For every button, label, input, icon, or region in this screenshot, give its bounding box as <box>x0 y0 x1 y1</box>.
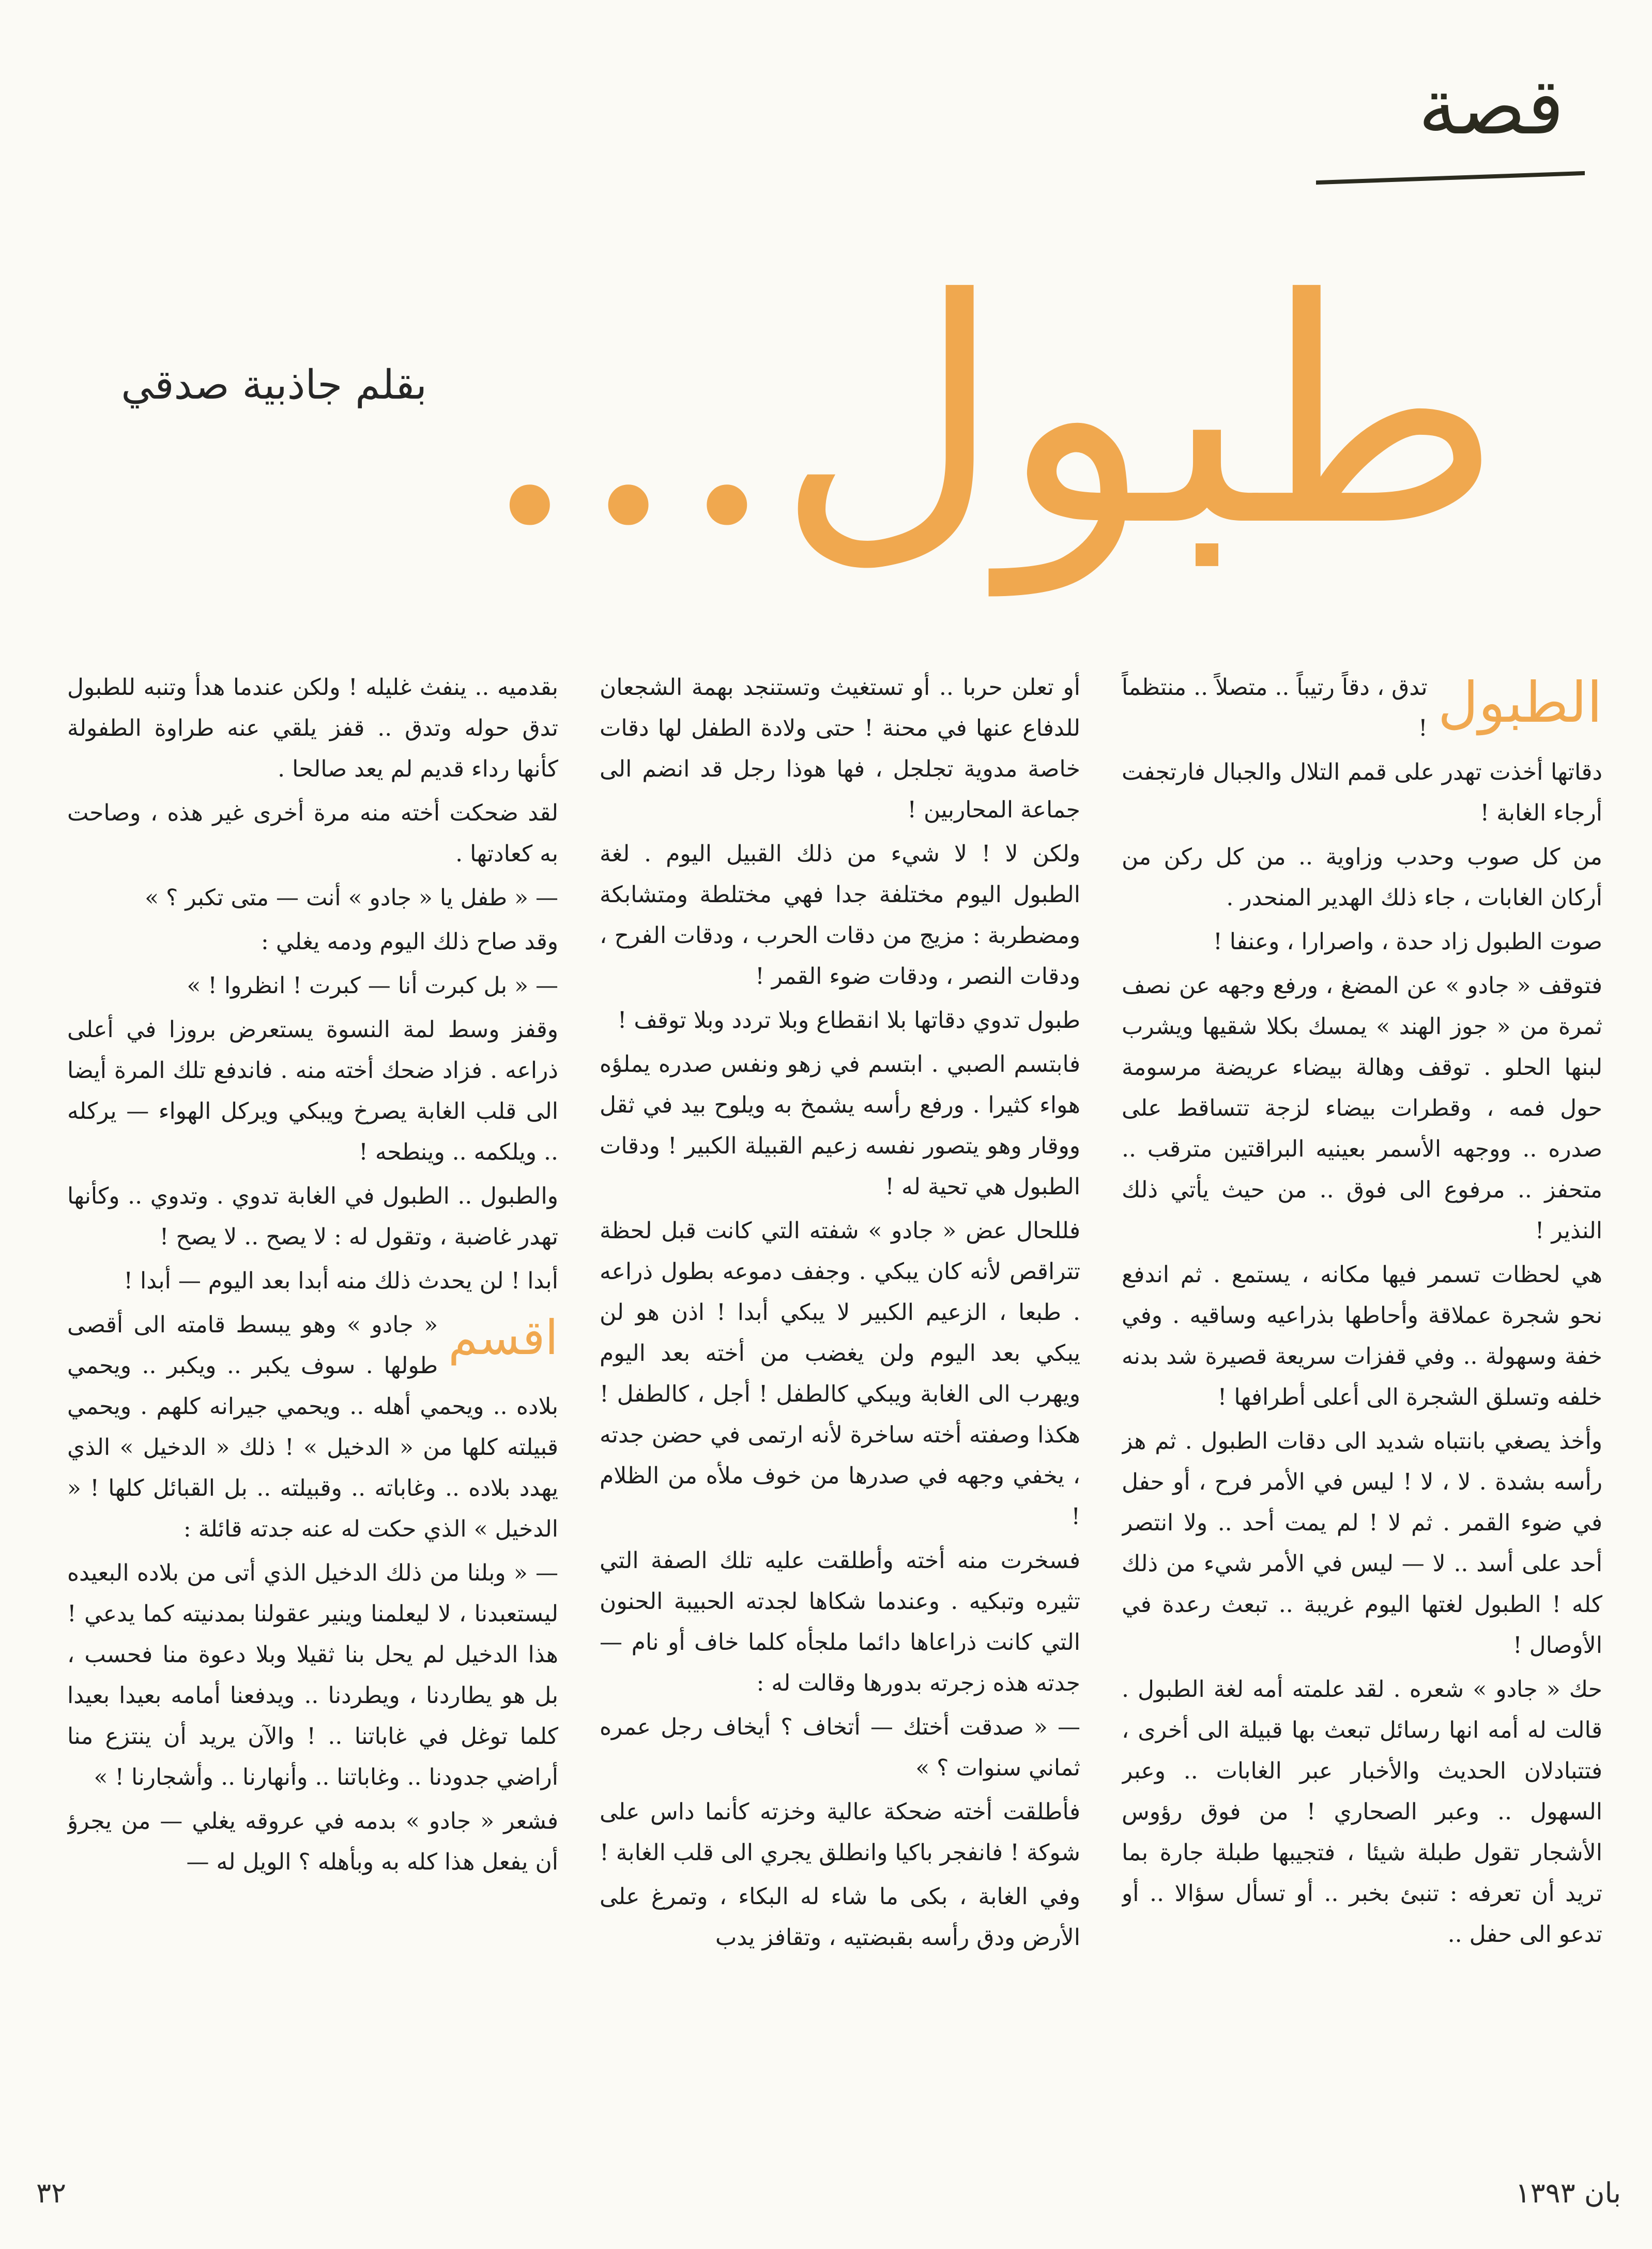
page-number: ٣٢ <box>36 2177 67 2209</box>
drop-cap-word: الطبول <box>1437 671 1602 735</box>
paragraph: تدق ، دقاً رتيباً .. متصلاً .. منتظماً ! <box>1122 674 1428 741</box>
text-column-3 <box>67 667 558 2094</box>
paragraph: ولكن لا ! لا شيء من ذلك القبيل اليوم . لغة الطبول اليوم مختلفة جدا فهي مختلطة ومتشابكة ومضطربة : مزيج من دقات الحرب ، ودقات الفرح ، ودقات النصر ، ودقات ضوء القمر ! <box>600 841 1080 990</box>
paragraph: فتوقف « جادو » عن المضغ ، ورفع وجهه عن نصف ثمرة من « جوز الهند » يمسك بكلا شقيها ويشرب لبنها الحلو . توقف وهالة بيضاء عريضة مرسومة حول فمه ، وقطرات بيضاء لزجة تتساقط على صدره .. ووجهه الأسمر بعينيه البراقتين مترقب .. متحفز .. مرفوع الى فوق .. من حيث يأتي ذلك النذير ! <box>1122 972 1602 1244</box>
issue-label: بان ١٣٩٣ <box>1515 2177 1621 2209</box>
paragraph: فابتسم الصبي . ابتسم في زهو ونفس صدره يملؤه هواء كثيرا . ورفع رأسه يشمخ به ويلوح بيد في ثقل ووقار وهو يتصور نفسه زعيم القبيلة الكبير ! ودقات الطبول هي تحية له ! <box>600 1051 1080 1200</box>
paragraph: — « طفل يا « جادو » أنت — متى تكبر ؟ » <box>145 885 558 911</box>
paragraph: والطبول .. الطبول في الغابة تدوي . وتدوي .. وكأنها تهدر غاضبة ، وتقول له : لا يصح .. لا يصح ! <box>67 1183 558 1250</box>
article-columns <box>67 667 1602 2089</box>
text-column-2 <box>600 667 1080 2094</box>
paragraph: — « وبلنا من ذلك الدخيل الذي أتى من بلاده البعيده ليستعبدنا ، لا ليعلمنا وينير عقولنا بمدنيته كما يدعي ! هذا الدخيل لم يحل بنا ثقيلا وبلا دعوة منا فحسب ، بل هو يطاردنا ، ويطردنا .. ويدفعنا أمامه بعيدا بعيدا كلما توغل في غاباتنا .. ! والآن يريد أن ينتزع منا أراضي جدودنا .. وغاباتنا .. وأنهارنا .. وأشجارنا ! » <box>67 1560 558 1790</box>
paragraph: وقد صاح ذلك اليوم ودمه يغلي : <box>261 929 558 955</box>
paragraph: لقد ضحكت أخته منه مرة أخرى غير هذه ، وصاحت به كعادتها . <box>67 800 558 867</box>
text-column-1 <box>1122 667 1602 2094</box>
paragraph: « جادو » وهو يبسط قامته الى أقصى طولها . سوف يكبر .. ويكبر .. ويحمي بلاده .. ويحمي أهله .. ويحمي جيرانه كلهم . ويحمي قبيلته كلها من « الدخيل » ! ذلك « الدخيل » الذي يهدد بلاده .. وغاباته .. وقبيلته .. بل القبائل كلها ! « الدخيل » الذي حكت له عنه جدته قائلة : <box>67 1312 558 1542</box>
paragraph: وأخذ يصغي بانتباه شديد الى دقات الطبول . ثم هز رأسه بشدة . لا ، لا ! ليس في الأمر فرح ، أو حفل في ضوء القمر . ثم لا ! لم يمت أحد .. ولا انتصر أحد على أسد .. لا — ليس في الأمر شيء من ذلك كله ! الطبول لغتها اليوم غريبة .. تبعث رعدة في الأوصال ! <box>1122 1428 1602 1659</box>
section-label-text: قصة <box>1418 62 1564 152</box>
paragraph: فسخرت منه أخته وأطلقت عليه تلك الصفة التي تثيره وتبكيه . وعندما شكاها لجدته الحبيبة الحنون التي كانت ذراعاها دائما ملجأه كلما خاف أو نام — جدته هذه زجرته بدورها وقالت له : <box>600 1547 1080 1696</box>
paragraph: — « بل كبرت أنا — كبرت ! انظروا ! » <box>187 972 558 999</box>
paragraph: أو تعلن حربا .. أو تستغيث وتستنجد بهمة الشجعان للدفاع عنها في محنة ! حتى ولادة الطفل لها دقات خاصة مدوية تجلجل ، فها هوذا رجل قد انضم الى جماعة المحاربين ! <box>600 674 1080 823</box>
paragraph: — « صدقت أختك — أتخاف ؟ أيخاف رجل عمره ثماني سنوات ؟ » <box>600 1714 1080 1781</box>
paragraph: وفي الغابة ، بكى ما شاء له البكاء ، وتمرغ على الأرض ودق رأسه بقبضتيه ، وتقافز يدب <box>600 1883 1080 1951</box>
story-title <box>480 222 1502 595</box>
story-title-text: طبول... <box>480 233 1502 594</box>
paragraph: فأطلقت أخته ضحكة عالية وخزته كأنما داس على شوكة ! فانفجر باكيا وانطلق يجري الى قلب الغابة ! <box>600 1799 1080 1866</box>
paragraph: هي لحظات تسمر فيها مكانه ، يستمع . ثم اندفع نحو شجرة عملاقة وأحاطها بذراعيه وساقيه . وفي خفة وسهولة .. وفي قفزات سريعة قصيرة شد بدنه خلفه وتسلق الشجرة الى أعلى أطرافها ! <box>1122 1262 1602 1410</box>
paragraph: فشعر « جادو » بدمه في عروقه يغلي — من يجرؤ أن يفعل هذا كله به وبأهله ؟ الويل له — <box>67 1808 558 1875</box>
author-byline: بقلم جاذبية صدقي <box>121 362 427 408</box>
paragraph: بقدميه .. ينفث غليله ! ولكن عندما هدأ وتنبه للطبول تدق حوله وتدق .. قفز يلقي عنه طراوة الطفولة كأنها رداء قديم لم يعد صالحا . <box>67 674 558 782</box>
section-label-underline <box>1316 171 1585 185</box>
section-label <box>1295 62 1585 160</box>
paragraph: دقاتها أخذت تهدر على قمم التلال والجبال فارتجفت أرجاء الغابة ! <box>1122 759 1602 826</box>
paragraph: صوت الطبول زاد حدة ، واصرارا ، وعنفا ! <box>1213 929 1602 955</box>
paragraph: طبول تدوي دقاتها بلا انقطاع وبلا تردد وبلا توقف ! <box>617 1007 1080 1034</box>
paragraph: أبدا ! لن يحدث ذلك منه أبدا بعد اليوم — أبدا ! <box>124 1268 558 1294</box>
paragraph: فللحال عض « جادو » شفته التي كانت قبل لحظة تتراقص لأنه كان يبكي . وجفف دموعه بطول ذراعه . طبعا ، الزعيم الكبير لا يبكي أبدا ! اذن هو لن يبكي بعد اليوم ولن يغضب من أخته بعد اليوم ويهرب الى الغابة ويبكي كالطفل ! أجل ، كالطفل ! هكذا وصفته أخته ساخرة لأنه ارتمى في حضن جدته ، يخفي وجهه في صدرها من خوف ملأه من الظلام ! <box>600 1218 1080 1530</box>
paragraph: من كل صوب وحدب وزاوية .. من كل ركن من أركان الغابات ، جاء ذلك الهدير المنحدر . <box>1122 844 1602 911</box>
paragraph: وقفز وسط لمة النسوة يستعرض بروزا في أعلى ذراعه . فزاد ضحك أخته منه . فاندفع تلك المرة أيضا الى قلب الغابة يصرخ ويبكي ويركل الهواء — يركله .. ويلكمه .. وينطحه ! <box>67 1016 558 1165</box>
drop-cap-word: اقسم <box>448 1310 558 1365</box>
paragraph: حك « جادو » شعره . لقد علمته أمه لغة الطبول . قالت له أمه انها رسائل تبعث بها قبيلة الى أخرى ، فتتبادلان الحديث والأخبار عبر الغابات .. وعبر السهول .. وعبر الصحاري ! من فوق رؤوس الأشجار تقول طبلة شيئا ، فتجيبها طبلة جارة بما تريد أن تعرفه : تنبئ بخبر .. أو تسأل سؤالا .. أو تدعو الى حفل .. <box>1122 1676 1602 1948</box>
